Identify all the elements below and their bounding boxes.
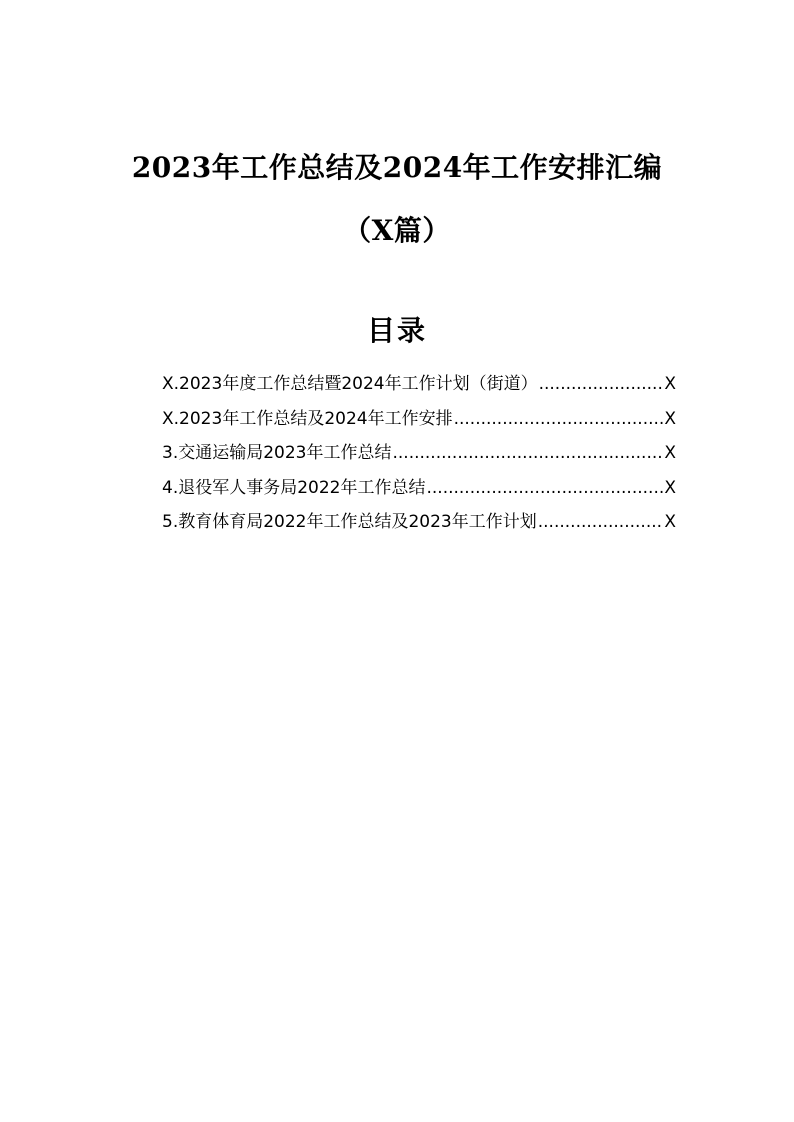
toc-leader-dots [426, 475, 663, 501]
toc-entry-title: 4.退役军人事务局2022年工作总结 [162, 477, 426, 498]
toc-entry[interactable] [162, 440, 676, 475]
table-of-contents [162, 371, 676, 544]
toc-heading: 目录 [366, 314, 427, 347]
toc-entry-title: 5.教育体育局2022年工作总结及2023年工作计划 [162, 512, 537, 532]
toc-entry[interactable] [162, 509, 676, 544]
toc-entry-title: 3.交通运输局2023年工作总结 [162, 443, 392, 463]
toc-leader-dots [538, 509, 664, 535]
toc-entry[interactable] [162, 475, 676, 510]
toc-leader-dots [454, 406, 664, 432]
document-title: 2023年工作总结及2024年工作安排汇编 [131, 151, 663, 184]
toc-entry-title: X.2023年工作总结及2024年工作安排 [162, 408, 453, 429]
toc-entry[interactable] [162, 371, 676, 406]
toc-entry[interactable] [162, 406, 676, 441]
toc-entry-page: X [664, 408, 676, 429]
toc-leader-dots [392, 440, 663, 466]
toc-entry-page: X [664, 477, 676, 498]
toc-entry-title: X.2023年度工作总结暨2024年工作计划（街道） [162, 374, 538, 394]
toc-entry-page: X [664, 443, 676, 463]
document-subtitle: （X篇） [343, 214, 451, 247]
toc-entry-page: X [664, 374, 676, 394]
toc-entry-page: X [664, 512, 676, 532]
toc-leader-dots [539, 371, 664, 397]
